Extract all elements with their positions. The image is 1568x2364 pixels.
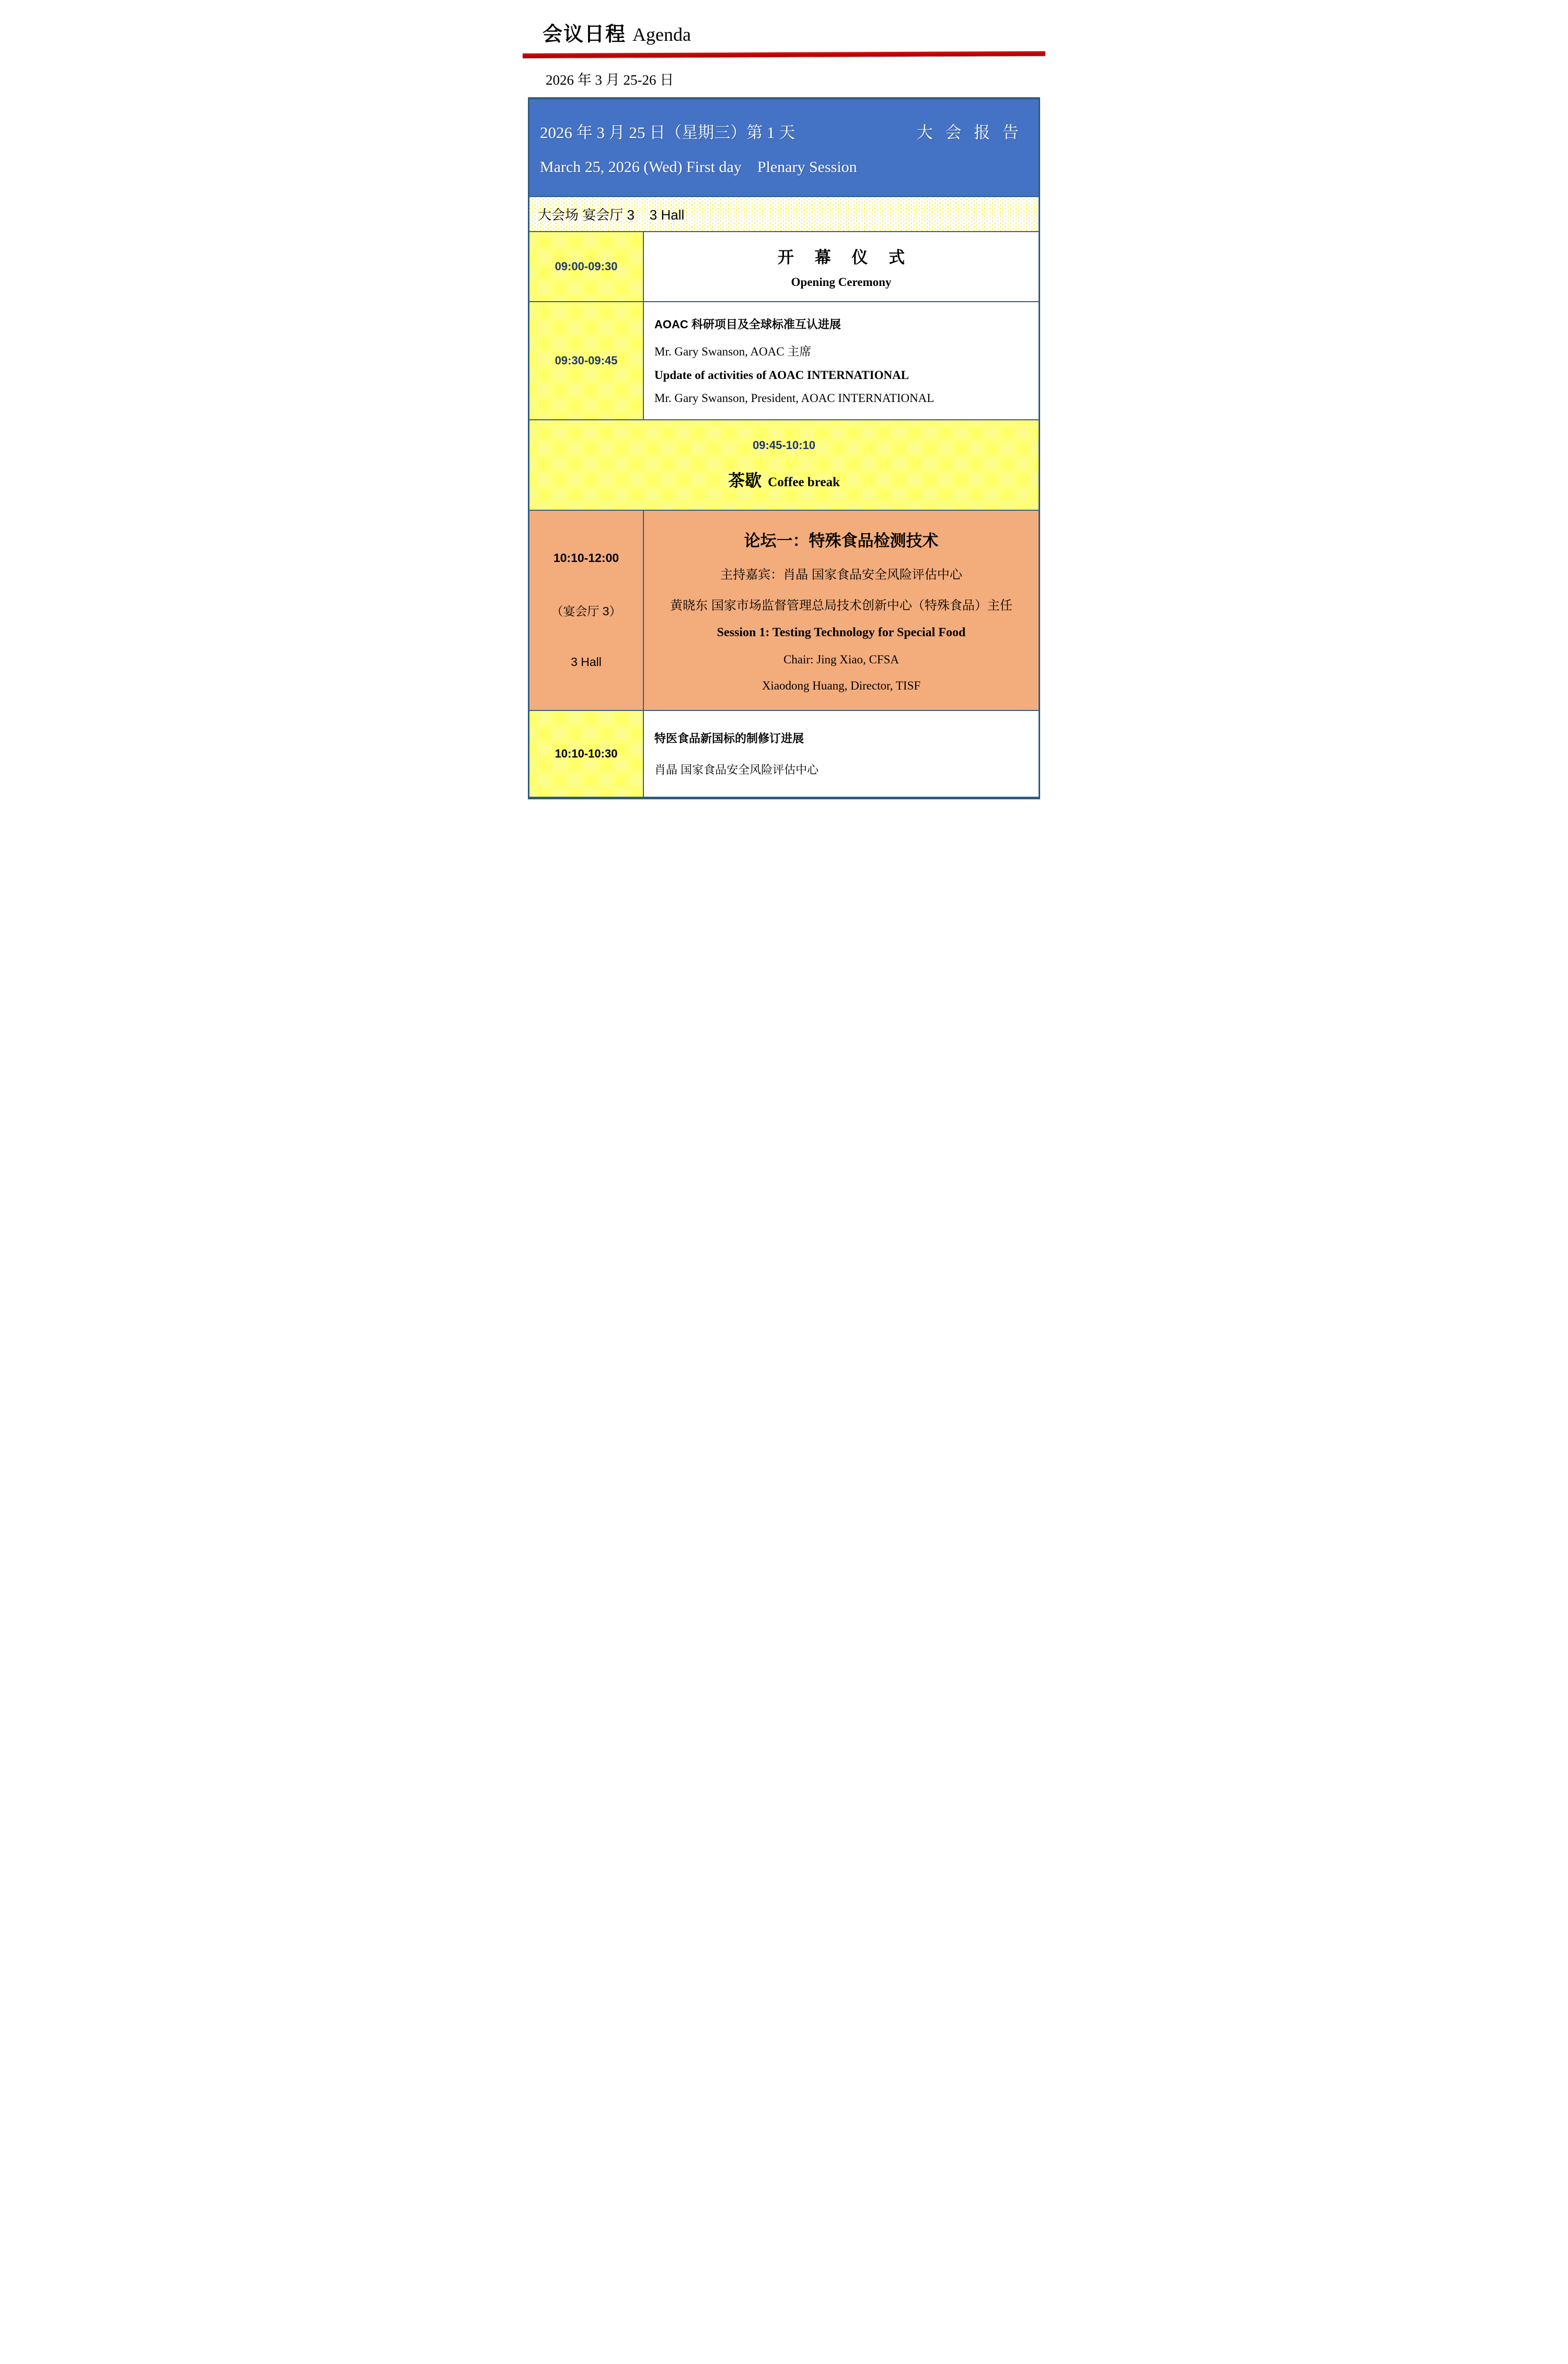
- aoac-content-cell: [644, 302, 1039, 419]
- day-header-line2-en: March 25, 2026 (Wed) First day Plenary Session: [540, 158, 857, 176]
- opening-title-en: Opening Ceremony: [791, 275, 892, 289]
- talk1-content-cell: [644, 711, 1039, 797]
- day-header-row: [529, 99, 1039, 196]
- session1-room-zh: （宴会厅 3）: [551, 604, 621, 618]
- coffee-break-label-en: Coffee break: [768, 475, 840, 489]
- session1-title-en: Session 1: Testing Technology for Special Food: [717, 626, 966, 640]
- aoac-title-zh: AOAC 科研项目及全球标准互认进展: [654, 318, 841, 331]
- aoac-speaker-en: Mr. Gary Swanson, President, AOAC INTERNATIONAL: [654, 392, 935, 405]
- agenda-page: [523, 0, 1045, 799]
- session1-guest-en: Xiaodong Huang, Director, TISF: [762, 679, 921, 693]
- aoac-time-label: 09:30-09:45: [555, 353, 618, 367]
- day-header-line1: [540, 119, 1025, 143]
- session1-room-en: 3 Hall: [571, 655, 602, 669]
- location-row: [529, 196, 1039, 231]
- date-range-line: 2026 年 3 月 25-26 日: [546, 72, 674, 88]
- coffee-break-label-zh: 茶歇: [728, 470, 762, 490]
- row-aoac-update: [529, 301, 1039, 419]
- session1-guest-zh: 黄晓东 国家市场监督管理总局技术创新中心（特殊食品）主任: [670, 599, 1012, 613]
- page-title-zh: 会议日程: [543, 24, 627, 45]
- aoac-speaker-zh: Mr. Gary Swanson, AOAC 主席: [654, 345, 812, 358]
- opening-time-label: 09:00-09:30: [555, 259, 618, 273]
- talk1-time-cell: [529, 711, 644, 797]
- session1-time-label: 10:10-12:00: [553, 551, 619, 565]
- opening-content-cell: [644, 232, 1039, 301]
- row-opening-ceremony: [529, 231, 1039, 301]
- session1-content-cell: [644, 511, 1039, 710]
- page-title-en: Agenda: [632, 24, 691, 45]
- agenda-table: [528, 97, 1040, 799]
- red-divider-rule: [523, 51, 1045, 58]
- talk1-speaker-zh: 肖晶 国家食品安全风险评估中心: [654, 763, 819, 777]
- coffee-break-time-label: 09:45-10:10: [753, 438, 815, 452]
- day-header-date-zh: 2026 年 3 月 25 日（星期三）第 1 天: [540, 123, 795, 142]
- page-title: [543, 24, 1045, 46]
- session1-time-cell: [529, 511, 644, 710]
- session1-chair-en: Chair: Jing Xiao, CFSA: [783, 652, 900, 666]
- coffee-break-label: [728, 467, 840, 491]
- aoac-time-cell: [529, 302, 644, 419]
- document-header: [523, 0, 1045, 89]
- row-session-1: [529, 510, 1039, 710]
- opening-title-zh: 开 幕 仪 式: [777, 248, 914, 267]
- aoac-title-en: Update of activities of AOAC INTERNATIONAL: [654, 368, 909, 382]
- session1-host-zh: 主持嘉宾：肖晶 国家食品安全风险评估中心: [720, 567, 962, 582]
- location-label: 大会场 宴会厅 3 3 Hall: [538, 206, 685, 223]
- day-header-session-zh: 大 会 报 告: [916, 123, 1023, 142]
- session1-title-zh: 论坛一：特殊食品检测技术: [744, 532, 939, 550]
- talk1-time-label: 10:10-10:30: [555, 747, 618, 760]
- opening-time-cell: [529, 232, 644, 301]
- row-talk-1: [529, 710, 1039, 797]
- talk1-title-zh: 特医食品新国标的制修订进展: [654, 732, 804, 745]
- row-coffee-break: [529, 419, 1039, 510]
